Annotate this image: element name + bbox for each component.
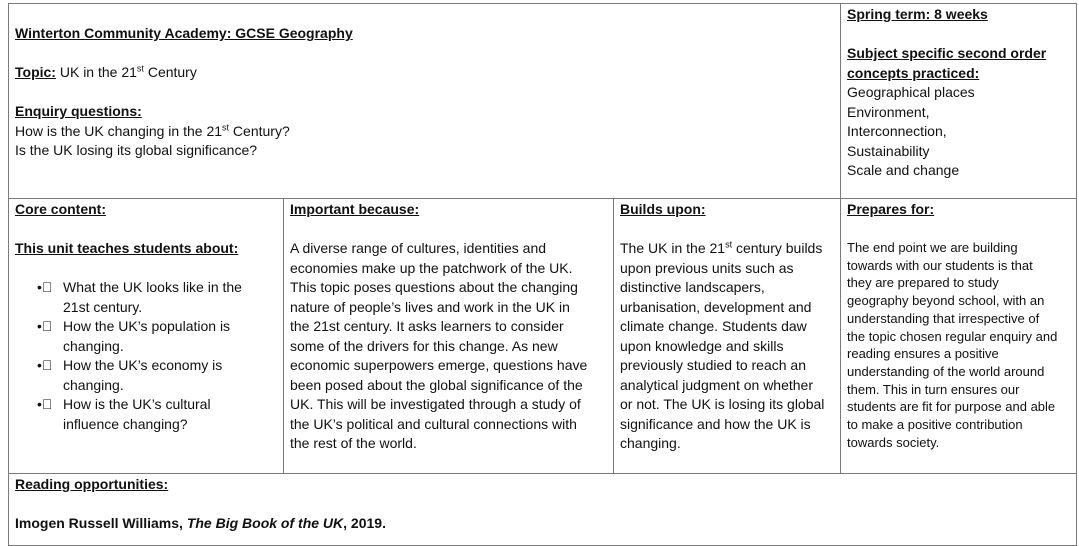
topic-value: UK in the 21st Century [59, 63, 197, 80]
school-title: Winterton Community Academy: GCSE Geography [15, 25, 353, 41]
reading-label: Reading opportunities: [15, 476, 169, 492]
topic-line [15, 63, 834, 83]
bullet-icon: •⃞ [37, 396, 53, 412]
bullet-icon: •⃞ [37, 357, 53, 373]
enquiry-label: Enquiry questions: [15, 103, 142, 119]
concept-item: Sustainability [847, 142, 930, 159]
builds-upon-cell [614, 199, 841, 474]
header-row [9, 4, 1077, 199]
list-item: •⃞ What the UK looks like in the 21st century. [37, 278, 277, 317]
book-title: The Big Book of the UK [186, 515, 344, 531]
bullet-icon: •⃞ [37, 318, 53, 334]
list-item: •⃞ How the UK’s economy is changing. [37, 356, 277, 395]
list-item: •⃞ How the UK’s population is changing. [37, 317, 277, 356]
topic-label: Topic: [15, 64, 56, 80]
important-cell [284, 199, 614, 474]
concept-item: Environment, [847, 103, 930, 120]
important-label: Important because: [290, 201, 420, 217]
concepts-label-1: Subject specific second order [847, 45, 1047, 61]
enquiry-question-1: How is the UK changing in the 21st Century? [15, 121, 290, 139]
enquiry-question-2: Is the UK losing its global significance? [15, 142, 258, 158]
concept-item: Interconnection, [847, 123, 947, 139]
core-content-label: Core content: [15, 201, 106, 217]
teaches-label: This unit teaches students about: [15, 240, 239, 256]
curriculum-plan-table [8, 3, 1077, 546]
prepares-for-cell [841, 199, 1077, 474]
reading-citation: Imogen Russell Williams, The Big Book of the UK, 2019. [15, 515, 386, 531]
builds-upon-text: The UK in the 21st century builds upon previous units such as distinctive landscapers, urbanisation, development and climate change. Students daw upon knowledge and skills previously studied to reach an analytical judgment on whether or not. The UK is losing its global significance and how the UK is changing. [620, 239, 825, 451]
header-cell [9, 4, 841, 199]
prepares-for-text: The end point we are building towards with our students is that they are prepared to study geography beyond school, with an understanding that irrespective of the topic chosen regular enquiry and reading ensures a positive understanding of the world around them. This in turn ensures our students are fit for purpose and able to make a positive contribution towards society. [847, 240, 1058, 450]
core-content-cell [9, 199, 284, 474]
concept-item: Geographical places [847, 84, 975, 100]
content-row [9, 199, 1077, 474]
concepts-label-2: concepts practiced: [847, 64, 980, 81]
concept-item: Scale and change [847, 162, 960, 178]
bullet-icon: •⃞ [37, 279, 53, 295]
term-cell [841, 4, 1077, 199]
reading-cell [9, 474, 1077, 546]
list-item: •⃞ How is the UK’s cultural influence changing? [37, 395, 277, 434]
topic-list [15, 278, 277, 434]
reading-row [9, 474, 1077, 546]
prepares-for-label: Prepares for: [847, 201, 935, 217]
important-text: A diverse range of cultures, identities and economies make up the patchwork of the UK. This topic poses questions about the changing nature of people’s lives and work in the UK in the 21st century. It asks learners to consider some of the drivers for this change. As new economic superpowers emerge, questions have been posed about the global significance of the UK. This will be investigated through a study of the UK’s political and cultural connections with the rest of the world. [290, 240, 588, 451]
builds-upon-label: Builds upon: [620, 201, 706, 217]
term-label: Spring term: 8 weeks [847, 6, 988, 22]
